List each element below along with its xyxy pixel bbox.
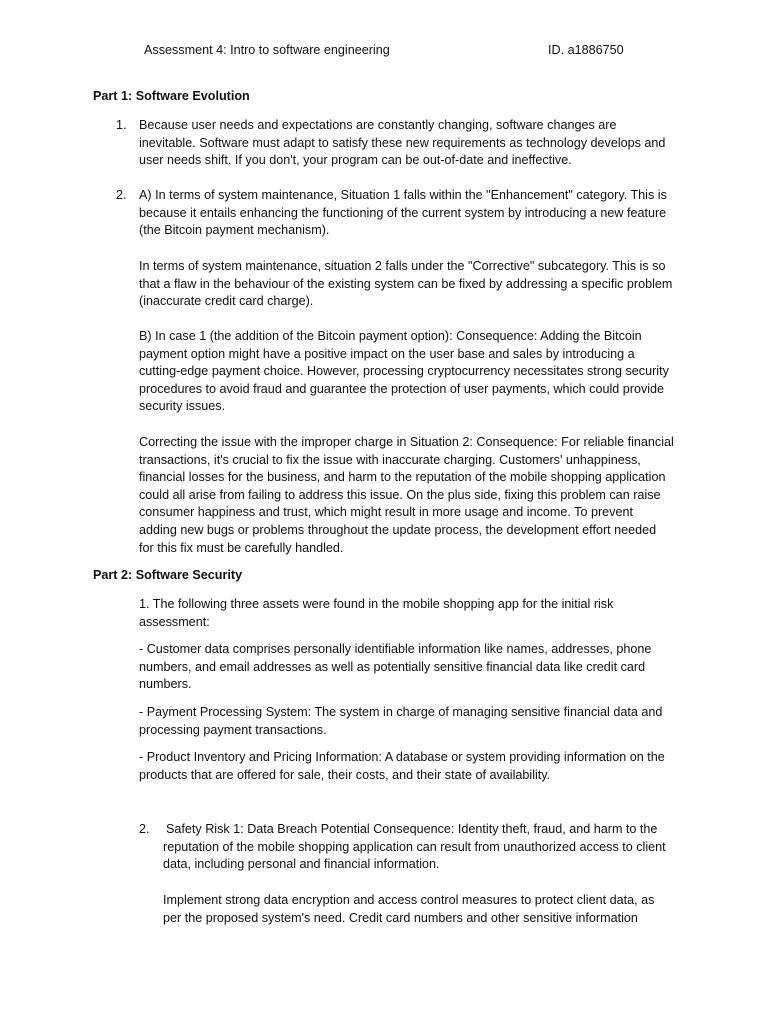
part2-asset-product-inventory: - Product Inventory and Pricing Information: A database or system providing information on the products that are offered for sale, their costs, and their state of availability. <box>139 750 665 782</box>
part1-heading: Part 1: Software Evolution <box>93 89 250 103</box>
document-title: Assessment 4: Intro to software engineering <box>144 43 390 57</box>
part2-asset-payment-system: - Payment Processing System: The system in charge of managing sensitive financial data and processing payment transactions. <box>139 705 663 737</box>
part1-item2-paragraph-situation2: In terms of system maintenance, situation 2 falls under the "Corrective" subcategory. This is so that a flaw in the behaviour of the existing system can be fixed by addressing a specific problem (inaccurate credit card charge). <box>139 259 673 309</box>
list-number: 2. <box>116 188 127 202</box>
part1-item2-paragraph-a: A) In terms of system maintenance, Situation 1 falls within the "Enhancement" category. This is because it entails enhancing the functioning of the current system by introducing a new feature (the Bitcoin payment mechanism). <box>139 188 667 238</box>
list-number: 1. <box>116 118 127 132</box>
part1-item1-text: Because user needs and expectations are constantly changing, software changes are inevitable. Software must adapt to satisfy these new requirements as technology develops and user needs shift. If you don't, your program can be out-of-date and ineffective. <box>139 118 666 168</box>
student-id: ID. a1886750 <box>548 43 624 57</box>
list-number: 2. <box>139 822 150 836</box>
part1-item2-paragraph-correcting: Correcting the issue with the improper charge in Situation 2: Consequence: For reliable financial transactions, it's crucial to fix the issue with inaccurate charging. Customers' unhappiness, financial losses for the business, and harm to the reputation of the mobile shopping application could all arise from failing to address this issue. On the plus side, fixing this problem can raise consumer happiness and trust, which might result in more usage and income. To prevent adding new bugs or problems throughout the update process, the development effort needed for this fix must be carefully handled. <box>139 435 674 555</box>
part2-heading: Part 2: Software Security <box>93 568 243 582</box>
part2-item2-risk1: Safety Risk 1: Data Breach Potential Consequence: Identity theft, fraud, and harm to the reputation of the mobile shopping application can result from unauthorized access to client data, including personal and financial information. <box>163 822 666 872</box>
part2-item2-mitigation: Implement strong data encryption and access control measures to protect client data, as per the proposed system's need. Credit card numbers and other sensitive information <box>163 893 655 925</box>
part1-item2-paragraph-b: B) In case 1 (the addition of the Bitcoin payment option): Consequence: Adding the Bitcoin payment option might have a positive impact on the user base and sales by introducing a cutting-edge payment choice. However, processing cryptocurrency necessitates strong security procedures to avoid fraud and guarantee the protection of user payments, which could provide security issues. <box>139 329 669 414</box>
part2-intro: 1. The following three assets were found in the mobile shopping app for the initial risk assessment: <box>139 597 614 629</box>
part2-asset-customer-data: - Customer data comprises personally identifiable information like names, addresses, phone numbers, and email addresses as well as potentially sensitive financial data like credit card numbers. <box>139 642 652 692</box>
